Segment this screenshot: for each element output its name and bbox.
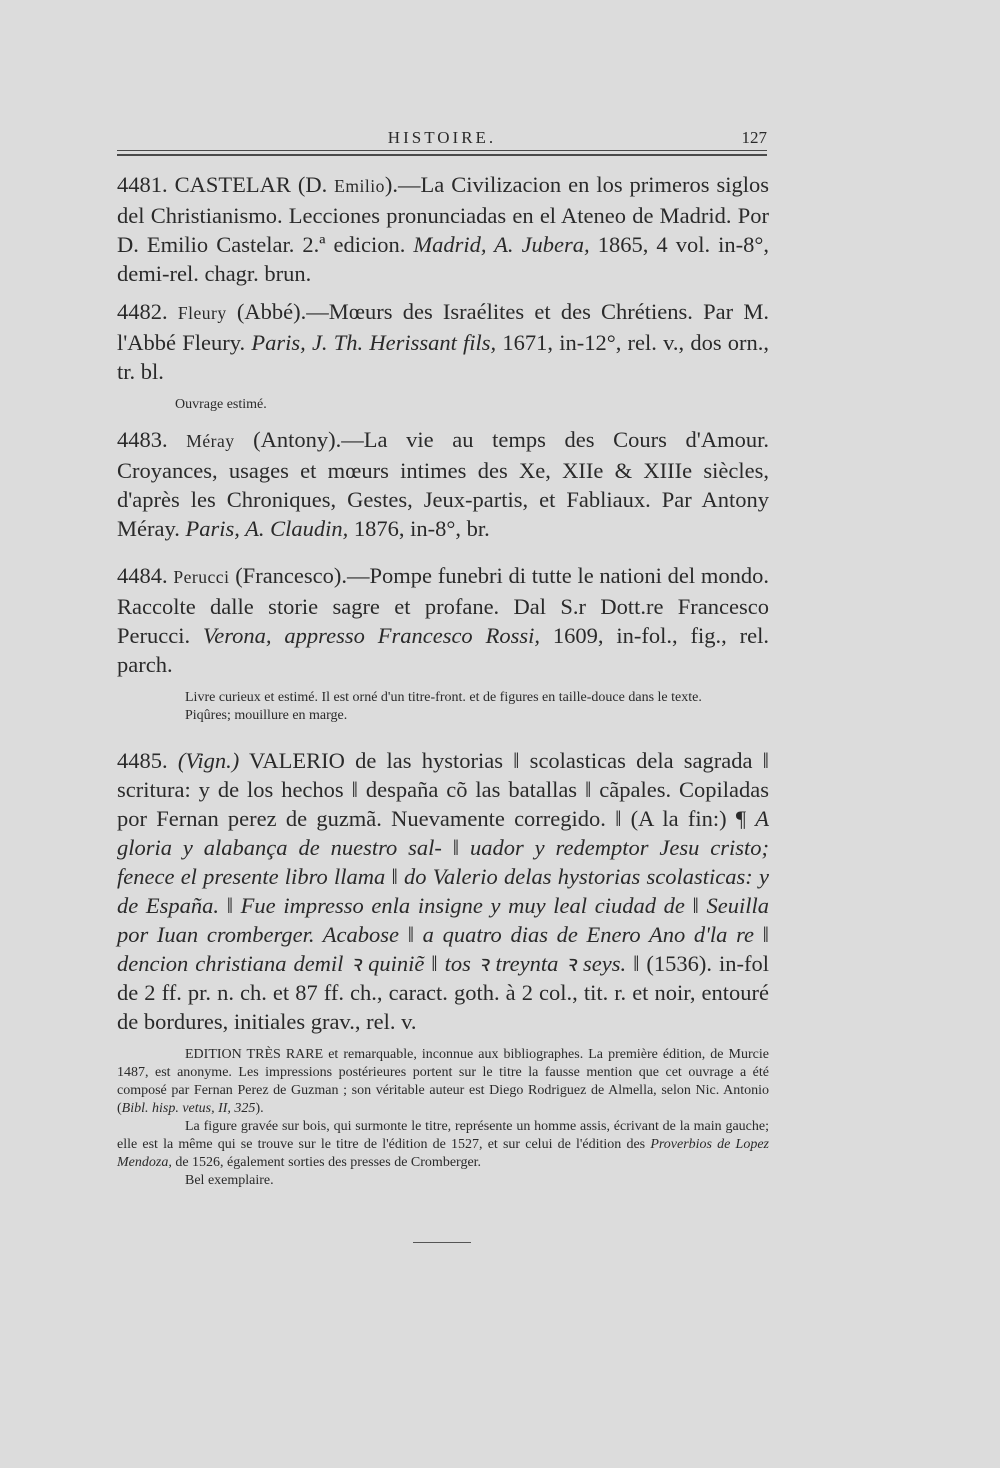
entry-title: —La Civilizacion en los primeros siglos del Christianismo. Lecciones pronunciadas en el Ateneo de Madrid. Por D. Emilio Castelar. 2.ª edicion. (117, 172, 770, 257)
entry-details: 1671, in-12°, rel. v., dos orn., tr. bl. (117, 330, 770, 384)
entry-details: ‖ (1536). in-fol de 2 ff. pr. n. ch. et 87 ff. ch., caract. goth. à 2 col., tit. r. et noir, entouré de bordures, initiales grav., rel. v. (117, 951, 769, 1034)
entry-text (117, 561, 769, 679)
entry-author-smallcaps: Méray (186, 431, 235, 451)
catalogue-entry (117, 297, 769, 414)
entry-author-smallcaps: Fleury (177, 303, 227, 323)
catalogue-entry (117, 746, 769, 1190)
running-title: HISTOIRE. (387, 128, 497, 147)
note-text-end: ). (255, 1101, 264, 1116)
entry-author-smallcaps: Emilio (334, 176, 385, 196)
entry-text (117, 170, 769, 288)
entry-note: Ouvrage estimé. (175, 397, 267, 412)
note-reference: Bibl. hisp. vetus, II, 325 (121, 1101, 256, 1116)
entry-imprint: Verona, appresso Francesco Rossi, (202, 623, 540, 648)
entry-details: 1876, in-8°, br. (348, 516, 490, 541)
entry-author-end: (Francesco). (229, 563, 348, 588)
catalogue-entry (117, 561, 769, 725)
entry-author-smallcaps: Perucci (173, 567, 230, 587)
entry-title: —La vie au temps des Cours d'Amour. Croyances, usages et mœurs intimes des Xe, XIIe & XIIIe siècles, d'après les Chroniques, Gestes, Jeux-partis, et Fabliaux. Par Antony Méray. (117, 427, 769, 541)
entry-title: —Pompe funebri di tutte le nationi del mondo. Raccolte dalle storie sagre et profane. Dal S.r Dott.re Francesco Perucci. (117, 563, 770, 648)
catalogue-entry (117, 425, 769, 543)
entry-note: Livre curieux et estimé. Il est orné d'un titre-front. et de figures en taille-douce dans le texte. (185, 690, 702, 705)
note-text-end: de 1526, également sorties des presses de Cromberger. (171, 1155, 482, 1170)
entry-details: 1865, 4 vol. in-8°, demi-rel. chagr. brun. (117, 232, 769, 286)
entry-note (117, 1046, 769, 1118)
header-rule-thick (117, 154, 767, 156)
entry-author-end: (Antony). (234, 427, 342, 452)
header-rule (117, 150, 767, 151)
note-reference: Proverbios de Lopez Mendoza, (117, 1137, 770, 1170)
entry-text (117, 746, 769, 1036)
note-text: EDITION TRÈS RARE et remarquable, inconnue aux bibliographes. La première édition, de Murcie 1487, est anonyme. Les impressions postérieures portent sur le titre la fausse mention que cet ouvrage a été composé par Fernan Perez de Guzman ; son véritable auteur est Diego Rodriguez de Almella, selon Nic. Antonio ( (117, 1047, 769, 1116)
entry-number: 4484. (117, 563, 168, 588)
end-separator (413, 1242, 471, 1243)
page-number: 127 (741, 128, 767, 147)
running-header (117, 128, 767, 152)
entry-author: CASTELAR (174, 172, 291, 197)
entry-author-part: (D. (297, 172, 335, 197)
entry-number: 4483. (117, 427, 168, 452)
entry-imprint: Paris, J. Th. Herissant fils, (251, 330, 497, 355)
catalogue-entry (117, 170, 769, 288)
entry-text (117, 425, 769, 543)
entry-number: 4481. (117, 172, 168, 197)
entry-note: Piqûres; mouillure en marge. (185, 708, 348, 723)
entry-details: 1609, in-fol., fig., rel. parch. (117, 623, 769, 677)
entry-number: 4485. (117, 748, 168, 773)
entry-number: 4482. (117, 299, 168, 324)
entry-title: —Mœurs des Israélites et des Chrétiens. Par M. l'Abbé Fleury. (117, 299, 769, 355)
entry-author-end: (Abbé). (226, 299, 307, 324)
entry-text (117, 297, 769, 386)
entry-imprint: Paris, A. Claudin, (185, 516, 349, 541)
entry-author-end: ). (384, 172, 399, 197)
entry-note: Bel exemplaire. (185, 1173, 274, 1188)
entry-title: VALERIO de las hystorias ‖ scolasticas dela sagrada ‖ scritura: y de los hechos ‖ despaña cõ las batallas ‖ cãpales. Copiladas por Fernan perez de guzmã. Nuevamente corregido. ‖ (A la fin:) ¶ (117, 748, 770, 831)
entry-note (117, 1118, 769, 1172)
entry-vignette: (Vign.) (177, 748, 240, 773)
entry-colophon: A gloria y alabança de nuestro sal- ‖ uador y redemptor Jesu cristo; fenece el presente libro llama ‖ do Valerio delas hystorias scolasticas: y de España. ‖ Fue impresso enla insigne y muy leal ciudad de ‖ Seuilla por Iuan cromberger. Acabose ‖ a quatro dias de Enero Ano d'la re ‖ dencion christiana demil ꝛ quiniẽ ‖ tos ꝛ treynta ꝛ seys. (117, 806, 769, 976)
note-text: La figure gravée sur bois, qui surmonte le titre, représente un homme assis, écrivant de la main gauche; elle est la même qui se trouve sur le titre de l'édition de 1527, et sur celui de l'édition des (117, 1119, 769, 1152)
entry-imprint: Madrid, A. Jubera, (413, 232, 590, 257)
